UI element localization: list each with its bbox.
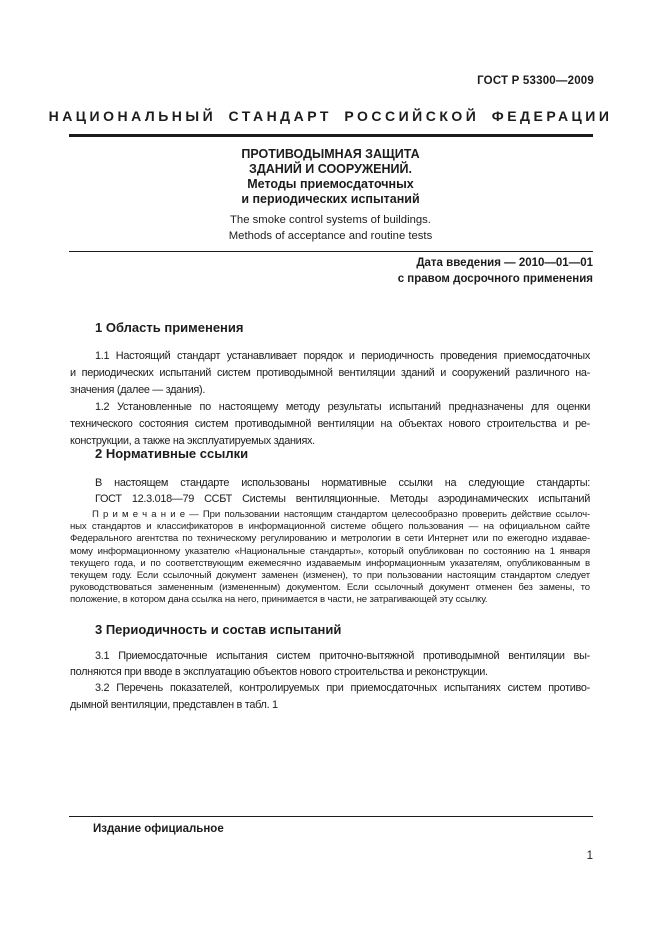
note-line-6: текущем году. Если ссылочный документ заменен (изменен), то при пользовании настоящим стандартом следует xyxy=(70,569,590,581)
effective-date xyxy=(398,255,593,287)
note-line-2: ных стандартов и классификаторов в информационной системе общего пользования — на официальном сайте xyxy=(70,521,590,533)
para-1-2-line-3: конструкции, а также на эксплуатируемых зданиях. xyxy=(70,435,315,447)
section-2-note xyxy=(70,509,590,607)
effective-date-line-2: с правом досрочного применения xyxy=(397,273,593,285)
title-russian xyxy=(0,147,661,207)
para-1-1-line-3: значения (далее — здания). xyxy=(70,384,206,396)
note-line-8: положение, в котором дана ссылка на него, принимается в части, не затрагивающей эту ссылку. xyxy=(70,594,488,606)
section-2-reference-line: ГОСТ 12.3.018—79 ССБТ Системы вентиляционные. Методы аэродинамических испытаний xyxy=(95,492,590,505)
page-number: 1 xyxy=(586,850,593,862)
para-1-2-line-1: 1.2 Установленные по настоящему методу результаты испытаний предназначены для оценки xyxy=(95,401,590,413)
title-english xyxy=(0,212,661,244)
footer-rule xyxy=(69,816,593,817)
para-3-1-line-1: 3.1 Приемосдаточные испытания систем приточно-вытяжной противодымной вентиляции вы- xyxy=(95,650,590,662)
section-2-heading: 2 Нормативные ссылки xyxy=(95,446,249,461)
title-rule-thin xyxy=(69,251,593,252)
note-line-7: руководствоваться замененным (измененным) документом. Если ссылочный документ отменен без замены, то xyxy=(70,582,590,594)
section-3-heading: 3 Периодичность и состав испытаний xyxy=(95,622,342,637)
note-line-4: мому информационному указателю «Национальные стандарты», который опубликован по состоянию на 1 января xyxy=(70,545,590,557)
title-ru-line-3: Методы приемосдаточных xyxy=(247,177,414,191)
section-1-body xyxy=(70,348,590,450)
section-2-intro-line: В настоящем стандарте использованы нормативные ссылки на следующие стандарты: xyxy=(95,477,590,489)
para-3-2-line-1: 3.2 Перечень показателей, контролируемых при приемосдаточных испытаниях систем противо- xyxy=(95,682,590,695)
section-2-body xyxy=(70,476,590,507)
para-1-2-line-2: технического состояния систем противодымной вентиляции на объектах нового строительства и ре- xyxy=(70,418,590,430)
edition-note: Издание официальное xyxy=(93,823,224,835)
para-3-1-line-2: полняются при вводе в эксплуатацию объектов нового строительства и реконструкции. xyxy=(70,666,488,679)
section-3-body xyxy=(70,648,590,713)
title-ru-line-2: ЗДАНИЙ И СООРУЖЕНИЙ. xyxy=(249,162,412,176)
header-rule-thick xyxy=(69,134,593,137)
doc-code: ГОСТ Р 53300—2009 xyxy=(477,75,594,87)
title-en-line-2: Methods of acceptance and routine tests xyxy=(228,230,433,242)
section-1-heading: 1 Область применения xyxy=(95,320,244,335)
effective-date-line-1: Дата введения — 2010—01—01 xyxy=(416,257,593,269)
para-1-1-line-2: и периодических испытаний систем противодымной вентиляции зданий и сооружений различного на- xyxy=(70,367,590,379)
standard-banner: НАЦИОНАЛЬНЫЙ СТАНДАРТ РОССИЙСКОЙ ФЕДЕРАЦИИ xyxy=(48,108,613,124)
title-ru-line-4: и периодических испытаний xyxy=(241,192,420,206)
title-ru-line-1: ПРОТИВОДЫМНАЯ ЗАЩИТА xyxy=(241,147,420,161)
title-en-line-1: The smoke control systems of buildings. xyxy=(230,214,431,226)
note-line-5: текущего года, и по соответствующим ежемесячно издаваемым информационным указателям, опубликованным в xyxy=(70,557,590,569)
note-line-1: П р и м е ч а н и е — При пользовании настоящим стандартом целесообразно проверить действие ссылоч- xyxy=(92,509,590,520)
para-3-2-line-2: дымной вентиляции, представлен в табл. 1 xyxy=(70,698,278,711)
note-line-3: Федерального агентства по техническому регулированию и метрологии в сети Интернет или по ежегодно издавае- xyxy=(70,533,590,545)
para-1-1-line-1: 1.1 Настоящий стандарт устанавливает порядок и периодичность проведения приемосдаточных xyxy=(95,350,590,362)
